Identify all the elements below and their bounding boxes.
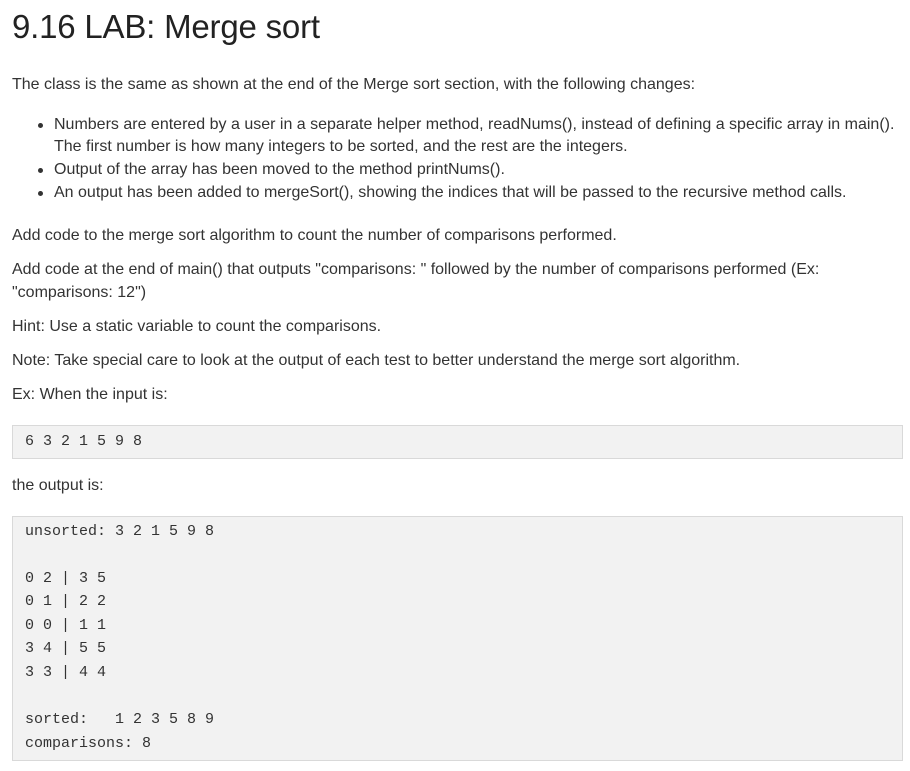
input-example-block xyxy=(12,425,903,459)
output-line: 0 0 | 1 1 xyxy=(25,617,107,634)
output-example-block xyxy=(12,516,903,761)
output-instruction-line2: "comparisons: 12") xyxy=(12,284,147,301)
list-item: An output has been added to mergeSort(), showing the indices that will be passed to the recursive method calls. xyxy=(54,182,910,204)
intro-paragraph: The class is the same as shown at the end of the Merge sort section, with the following changes: xyxy=(12,76,696,93)
output-line: 0 2 | 3 5 xyxy=(25,570,107,587)
output-label: the output is: xyxy=(12,477,104,494)
page-title: 9.16 LAB: Merge sort xyxy=(12,8,320,45)
output-line-unsorted: unsorted: 3 2 1 5 9 8 xyxy=(25,523,215,540)
list-item: Numbers are entered by a user in a separate helper method, readNums(), instead of defining a specific array in main(). The first number is how many integers to be sorted, and the rest are the integers. xyxy=(54,114,910,158)
output-line: 0 1 | 2 2 xyxy=(25,593,107,610)
count-instruction: Add code to the merge sort algorithm to count the number of comparisons performed. xyxy=(12,227,617,244)
output-instruction-line1: Add code at the end of main() that outputs "comparisons: " followed by the number of comparisons performed (Ex: xyxy=(12,261,820,278)
example-label: Ex: When the input is: xyxy=(12,386,168,403)
hint-paragraph: Hint: Use a static variable to count the comparisons. xyxy=(12,318,382,335)
output-line-comparisons: comparisons: 8 xyxy=(25,735,152,752)
changes-list xyxy=(12,114,910,205)
output-line: 3 3 | 4 4 xyxy=(25,664,107,681)
list-item: Output of the array has been moved to the method printNums(). xyxy=(54,159,910,181)
note-paragraph: Note: Take special care to look at the output of each test to better understand the merge sort algorithm. xyxy=(12,352,741,369)
input-example-text: 6 3 2 1 5 9 8 xyxy=(25,433,143,450)
output-line-sorted: sorted: 1 2 3 5 8 9 xyxy=(25,711,215,728)
output-line: 3 4 | 5 5 xyxy=(25,640,107,657)
